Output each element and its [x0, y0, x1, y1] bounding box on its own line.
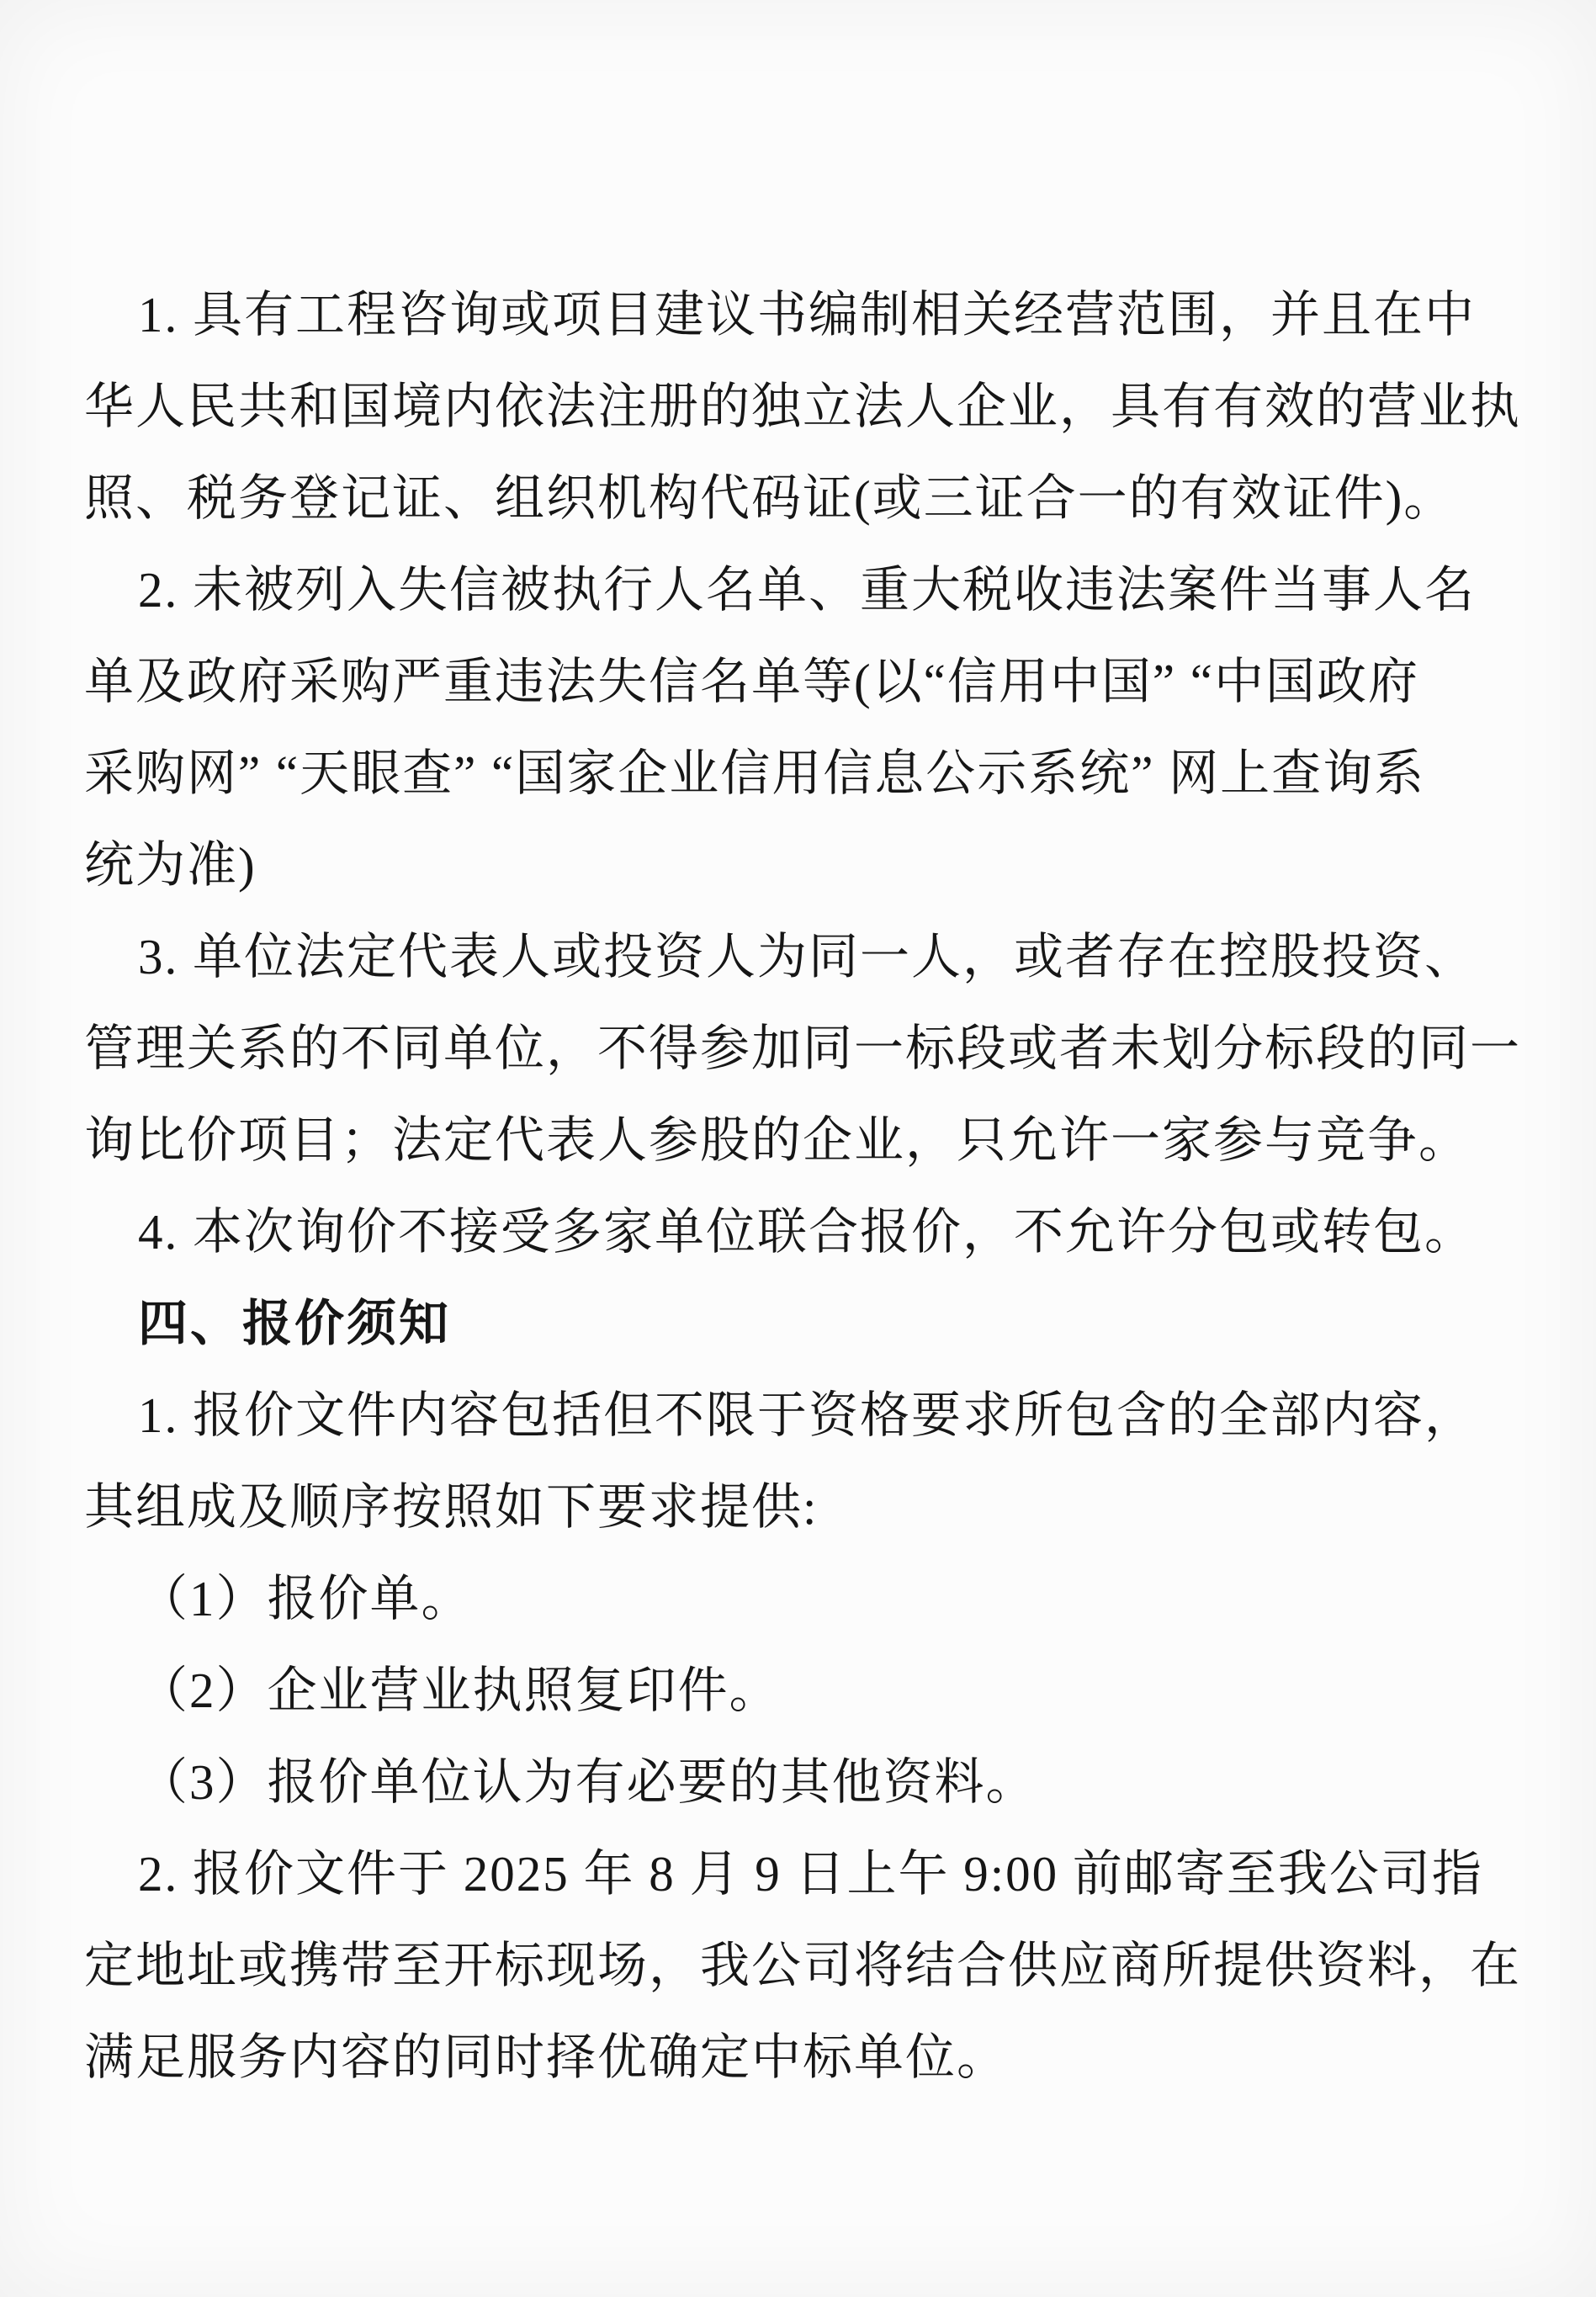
text-line: 3. 单位法定代表人或投资人为同一人，或者存在控股投资、 [138, 929, 1477, 984]
text-line: 4. 本次询价不接受多家单位联合报价，不允许分包或转包。 [138, 1204, 1477, 1260]
list-item-text: （2）企业营业执照复印件。 [138, 1663, 781, 1718]
qualification-item-1 [84, 269, 1524, 544]
section-heading-text: 四、报价须知 [138, 1296, 452, 1351]
text-line: 单及政府采购严重违法失信名单等(以“信用中国” “中国政府 [84, 654, 1419, 709]
text-line: 华人民共和国境内依法注册的独立法人企业，具有有效的营业执 [84, 379, 1522, 434]
qualification-item-3 [84, 911, 1524, 1186]
document-text-block [84, 269, 1524, 2103]
text-line: 定地址或携带至开标现场，我公司将结合供应商所提供资料，在 [84, 1938, 1522, 1993]
text-line: 管理关系的不同单位，不得参加同一标段或者未划分标段的同一 [84, 1021, 1522, 1076]
text-line: 其组成及顺序按照如下要求提供: [84, 1479, 819, 1535]
note-item-2 [84, 1828, 1524, 2103]
note-sublist-item-3 [84, 1737, 1524, 1828]
section-heading-quotation-notes [84, 1278, 1524, 1370]
list-item-text: （1）报价单。 [138, 1571, 473, 1626]
text-line: 2. 报价文件于 2025 年 8 月 9 日上午 9:00 前邮寄至我公司指 [138, 1846, 1483, 1902]
text-line: 询比价项目；法定代表人参股的企业，只允许一家参与竞争。 [84, 1112, 1471, 1168]
text-line: 2. 未被列入失信被执行人名单、重大税收违法案件当事人名 [138, 562, 1477, 618]
note-sublist-item-1 [84, 1553, 1524, 1645]
qualification-item-2 [84, 544, 1524, 911]
text-line: 照、税务登记证、组织机构代码证(或三证合一的有效证件)。 [84, 470, 1455, 526]
note-item-1 [84, 1370, 1524, 1553]
text-line: 统为准) [84, 837, 257, 893]
text-line: 1. 报价文件内容包括但不限于资格要求所包含的全部内容， [138, 1387, 1477, 1443]
text-line: 1. 具有工程咨询或项目建议书编制相关经营范围，并且在中 [138, 287, 1477, 342]
text-line: 采购网” “天眼查” “国家企业信用信息公示系统” 网上查询系 [84, 745, 1426, 801]
text-line: 满足服务内容的同时择优确定中标单位。 [84, 2029, 1009, 2085]
qualification-item-4 [84, 1186, 1524, 1278]
list-item-text: （3）报价单位认为有必要的其他资料。 [138, 1754, 1037, 1810]
note-sublist-item-2 [84, 1645, 1524, 1737]
